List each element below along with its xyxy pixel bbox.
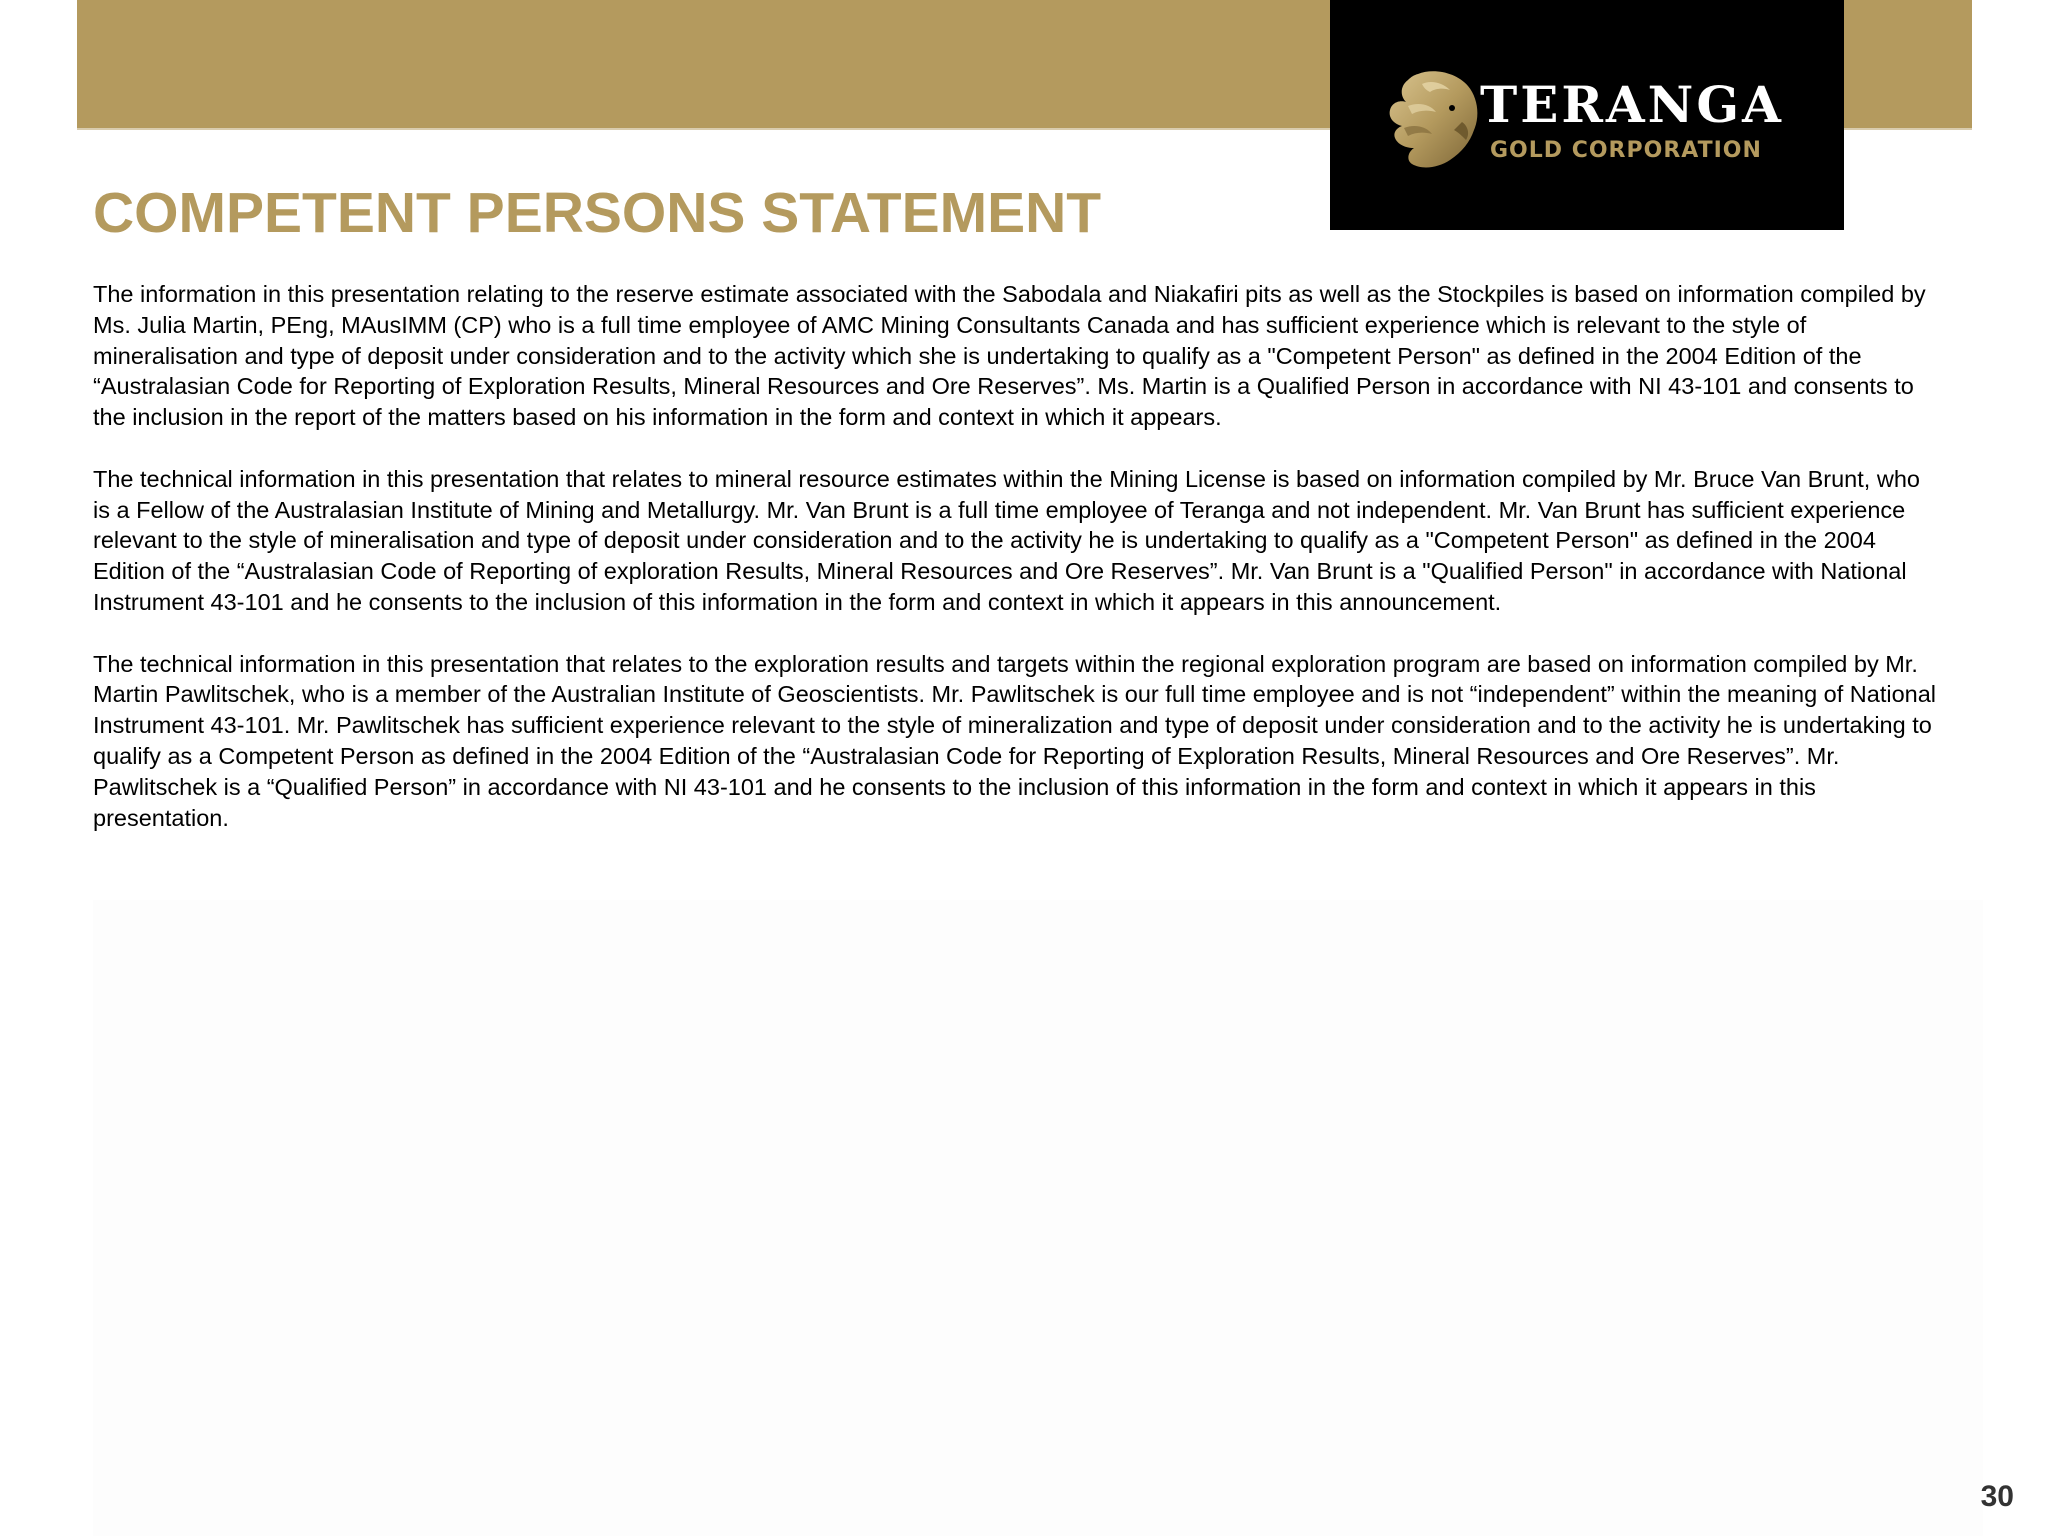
page-number: 30 bbox=[1980, 1480, 2014, 1513]
slide-title: COMPETENT PERSONS STATEMENT bbox=[93, 181, 1102, 245]
paragraph-mineral-resource: The technical information in this presentation that relates to mineral resource estimates within the Mining License is based on information compiled by Mr. Bruce Van Brunt, who is a Fellow of the Australasian Institute of Mining and Metallurgy. Mr. Van Brunt is a full time employee of Teranga and not independent. Mr. Van Brunt has sufficient experience relevant to the style of mineralisation and type of deposit under consideration and to the activity he is undertaking to qualify as a "Competent Person" as defined in the 2004 Edition of the “Australasian Code of Reporting of exploration Results, Mineral Resources and Ore Reserves”. Mr. Van Brunt is a "Qualified Person" in accordance with National Instrument 43-101 and he consents to the inclusion of this information in the form and context in which it appears in this announcement. bbox=[93, 465, 1920, 615]
brand-name: TERANGA bbox=[1480, 75, 1784, 134]
content-area-background bbox=[93, 900, 1983, 1536]
company-logo bbox=[1330, 0, 1844, 230]
paragraph-reserve-estimate: The information in this presentation relating to the reserve estimate associated with the Sabodala and Niakafiri pits as well as the Stockpiles is based on information compiled by Ms. Julia Martin, PEng, MAusIMM (CP) who is a full time employee of AMC Mining Consultants Canada and has sufficient experience which is relevant to the style of mineralisation and type of deposit under consideration and to the activity which she is undertaking to qualify as a "Competent Person" as defined in the 2004 Edition of the “Australasian Code for Reporting of Exploration Results, Mineral Resources and Ore Reserves”. Ms. Martin is a Qualified Person in accordance with NI 43-101 and consents to the inclusion in the report of the matters based on his information in the form and context in which it appears. bbox=[93, 281, 1926, 431]
paragraph-exploration-results: The technical information in this presentation that relates to the exploration results and targets within the regional exploration program are based on information compiled by Mr. Martin Pawlitschek, who is a member of the Australian Institute of Geoscientists. Mr. Pawlitschek is our full time employee and is not “independent” within the meaning of National Instrument 43-101. Mr. Pawlitschek has sufficient experience relevant to the style of mineralization and type of deposit under consideration and to the activity he is undertaking to qualify as a Competent Person as defined in the 2004 Edition of the “Australasian Code for Reporting of Exploration Results, Mineral Resources and Ore Reserves”. Mr. Pawlitschek is a “Qualified Person” in accordance with NI 43-101 and he consents to the inclusion of this information in the form and context in which it appears in this presentation. bbox=[93, 650, 1937, 831]
brand-subtitle: GOLD CORPORATION bbox=[1490, 138, 1762, 163]
statement-body bbox=[93, 279, 1943, 864]
lion-head-icon bbox=[1378, 66, 1488, 176]
